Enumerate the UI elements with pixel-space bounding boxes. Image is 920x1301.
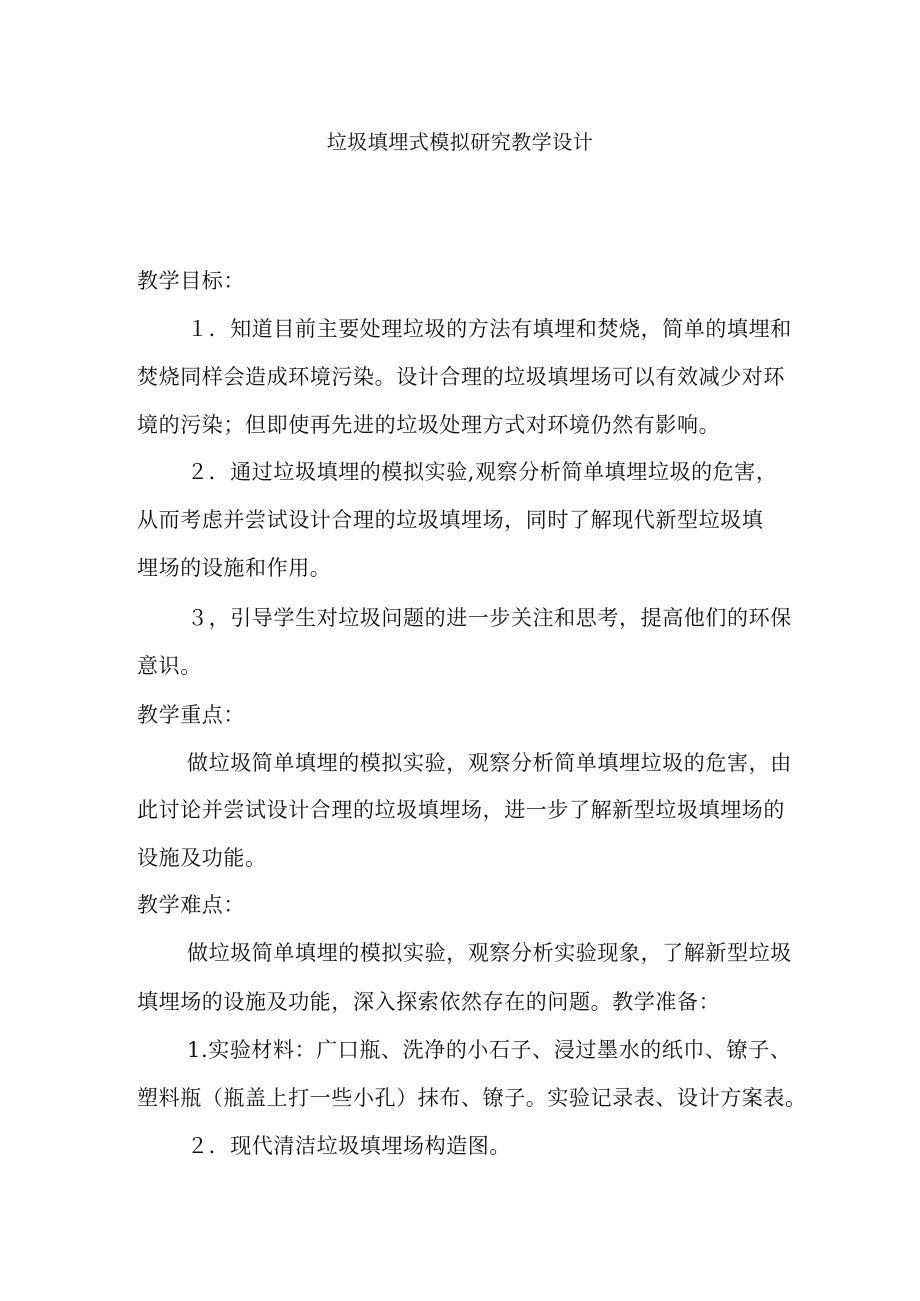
key-points-line-3: 设施及功能。 [137, 846, 267, 870]
objective-2-line-2: 从而考虑并尝试设计合理的垃圾填埋场，同时了解现代新型垃圾填 [137, 508, 764, 532]
objective-1-line-2: 焚烧同样会造成环境污染。设计合理的垃圾填埋场可以有效减少对环 [137, 365, 785, 389]
objective-1-line-1: １．知道目前主要处理垃圾的方法有填埋和焚烧，简单的填埋和 [187, 317, 792, 341]
objective-2-line-1: ２．通过垃圾填埋的模拟实验,观察分析简单填埋垃圾的危害， [187, 460, 778, 484]
key-points-line-2: 此讨论并尝试设计合理的垃圾填埋场，进一步了解新型垃圾填埋场的 [137, 798, 785, 822]
objective-3-line-2: 意识。 [137, 654, 202, 678]
key-points-line-1: 做垃圾简单填埋的模拟实验，观察分析简单填埋垃圾的危害，由 [187, 751, 792, 775]
key-points-heading: 教学重点： [137, 703, 245, 727]
objectives-heading: 教学目标： [137, 269, 245, 293]
preparation-1-line-1: 1.实验材料：广口瓶、洗净的小石子、浸过墨水的纸巾、镣子、 [187, 1038, 792, 1062]
preparation-2-line-1: ２．现代清洁垃圾填埋场构造图。 [187, 1134, 511, 1158]
preparation-1-line-2: 塑料瓶（瓶盖上打一些小孔）抹布、镣子。实验记录表、设计方案表。 [137, 1086, 807, 1110]
difficulties-line-2: 填埋场的设施及功能，深入探索依然存在的问题。教学准备： [137, 990, 721, 1014]
objective-3-line-1: ３，引导学生对垃圾问题的进一步关注和思考，提高他们的环保 [187, 606, 792, 630]
objective-2-line-3: 埋场的设施和作用。 [137, 556, 332, 580]
difficulties-line-1: 做垃圾简单填埋的模拟实验，观察分析实验现象，了解新型垃圾 [187, 941, 792, 965]
difficulties-heading: 教学难点： [137, 893, 245, 917]
document-title: 垃圾填埋式模拟研究教学设计 [326, 130, 594, 154]
objective-1-line-3: 境的污染；但即使再先进的垃圾处理方式对环境仍然有影响。 [137, 413, 721, 437]
